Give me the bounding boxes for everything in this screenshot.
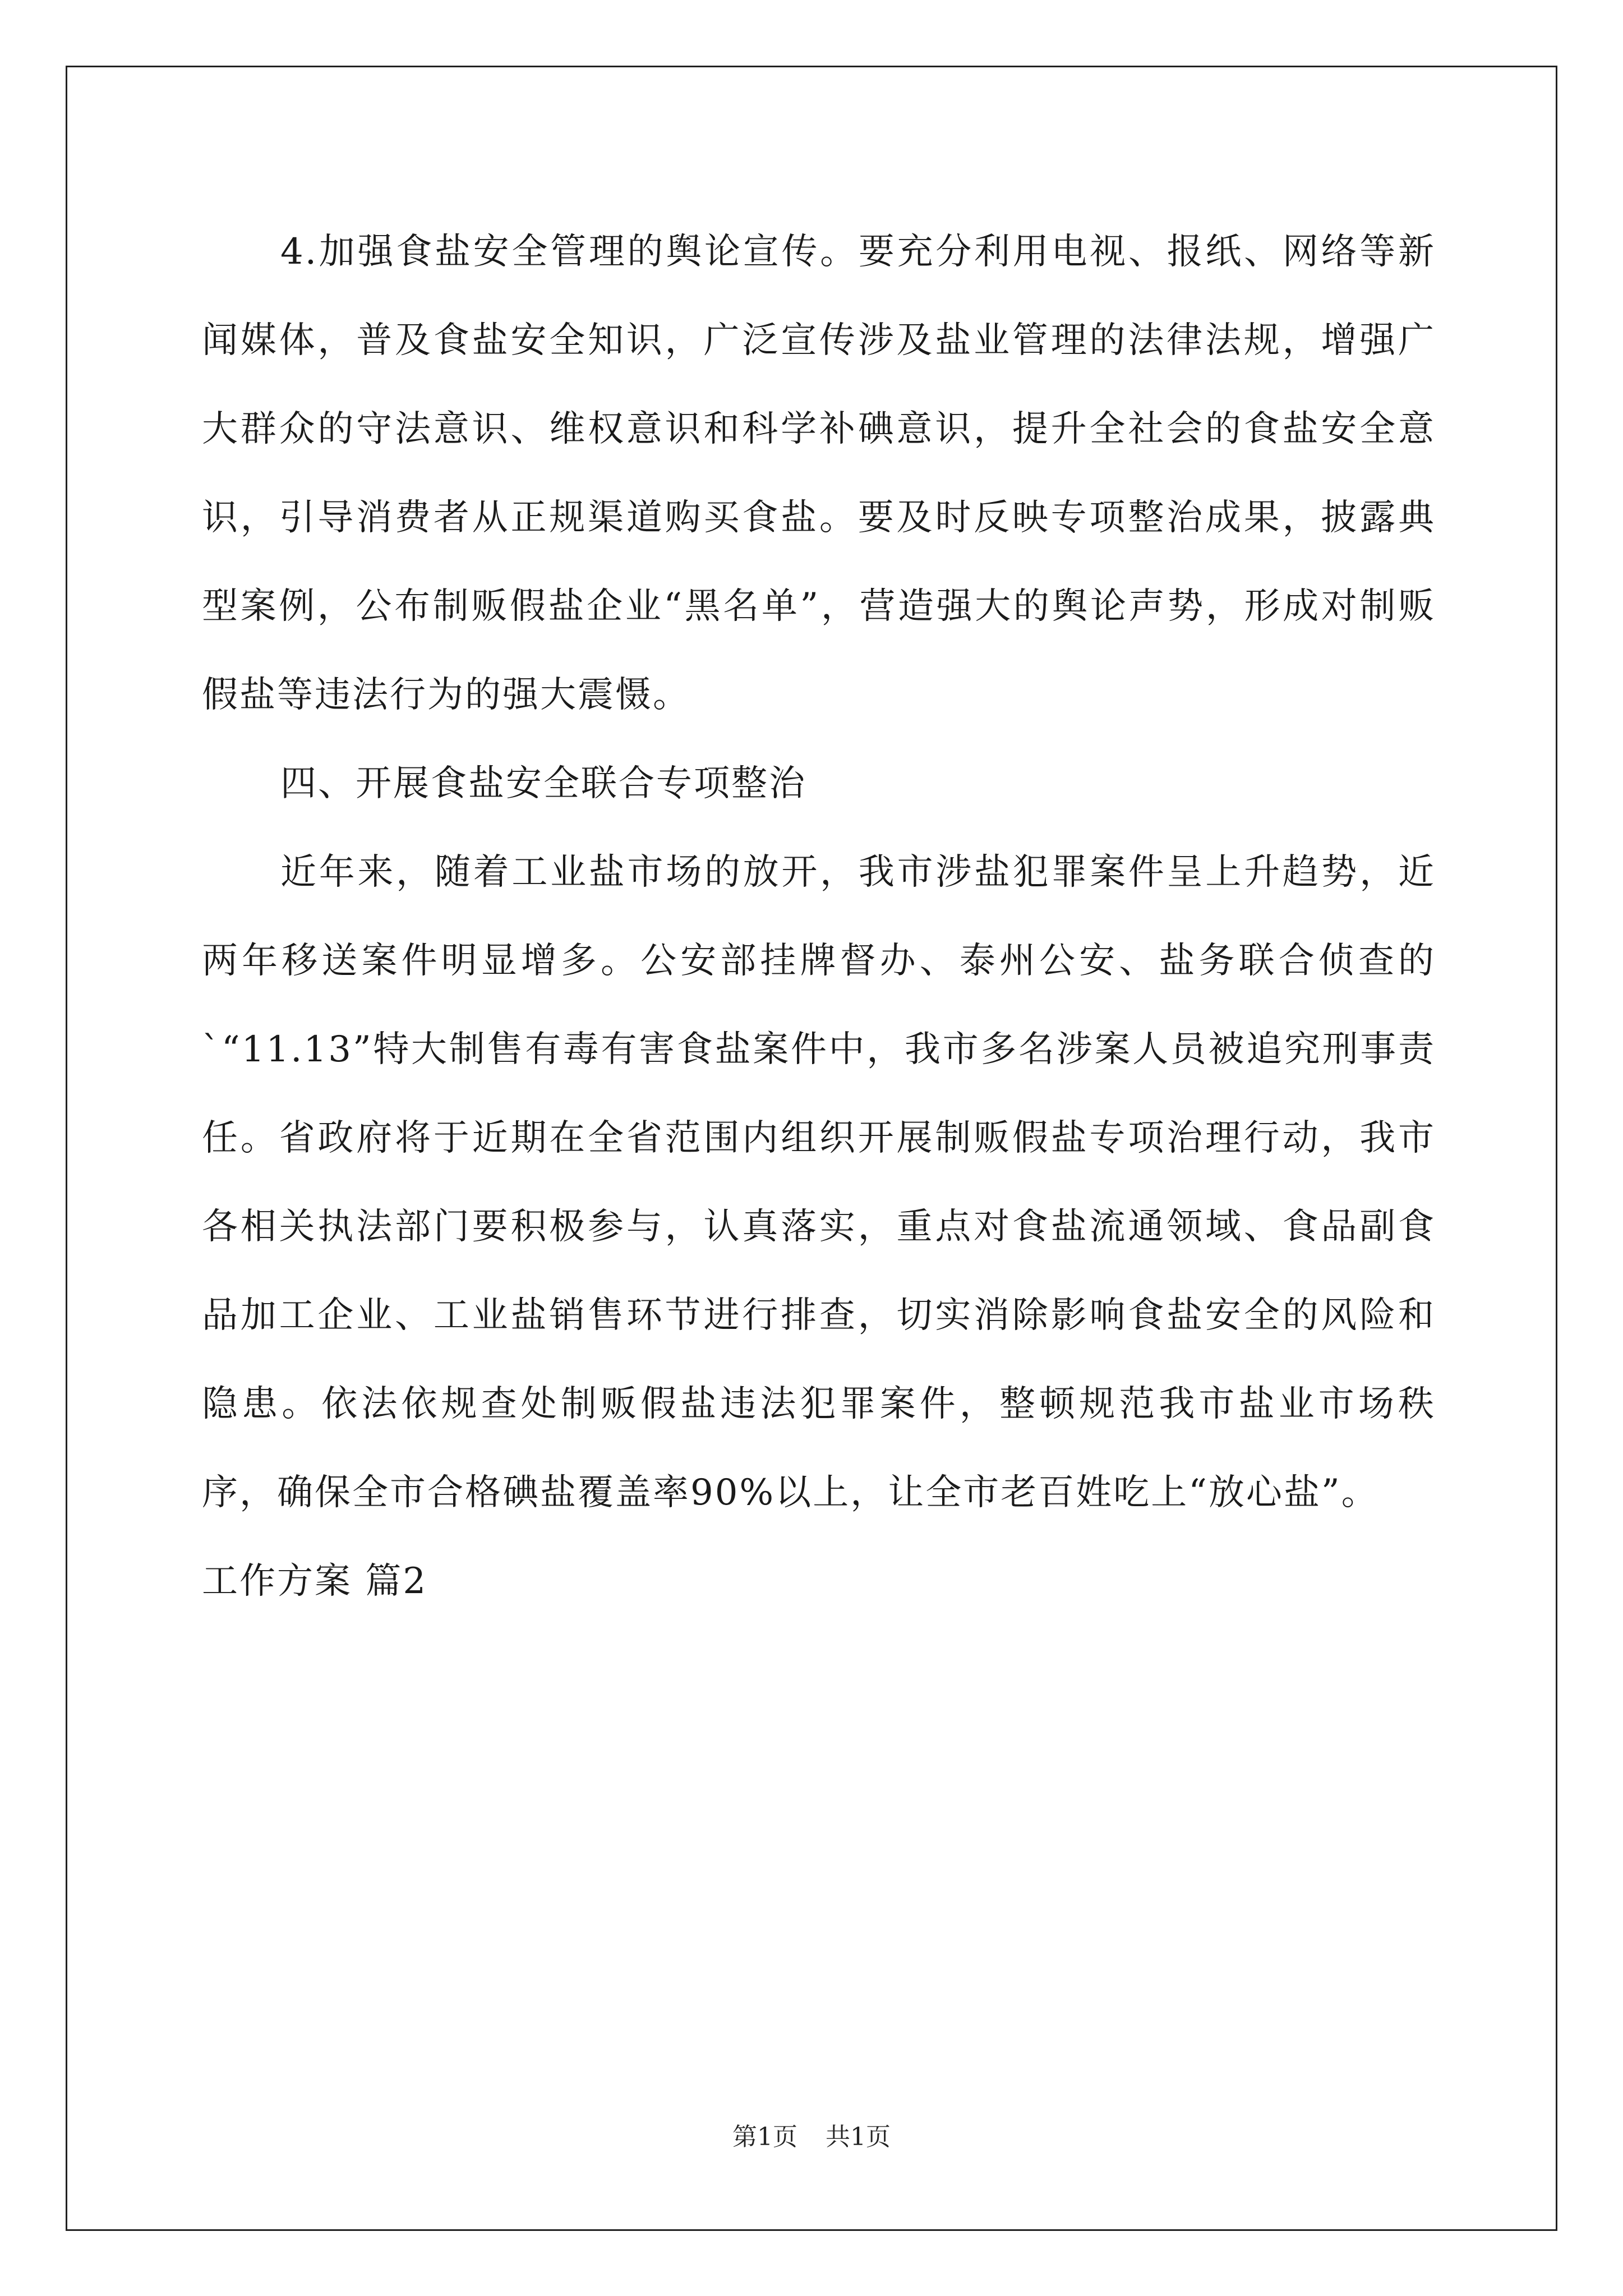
section-title-plan-2: 工作方案 篇2 (202, 1561, 428, 1602)
paragraph-rectification: 近年来，随着工业盐市场的放开，我市涉盐犯罪案件呈上升趋势，近两年移送案件明显增多。公安部挂牌督办、泰州公安、盐务联合侦查的`“11.13”特大制售有毒有害食盐案件中，我市多名涉案人员被追究刑事责任。省政府将于近期在全省范围内组织开展制贩假盐专项治理行动，我市各相关执法部门要积极参与，认真落实，重点对食盐流通领域、食品副食品加工企业、工业盐销售环节进行排查，切实消除影响食盐安全的风险和隐患。依法依规查处制贩假盐违法犯罪案件，整顿规范我市盐业市场秩序，确保全市合格碘盐覆盖率90%以上，让全市老百姓吃上“放心盐”。 (202, 852, 1436, 1513)
page-footer (0, 2116, 1623, 2152)
document-body (202, 208, 1436, 1626)
paragraph-public-opinion: 4.加强食盐安全管理的舆论宣传。要充分利用电视、报纸、网络等新闻媒体，普及食盐安全知识，广泛宣传涉及盐业管理的法律法规，增强广大群众的守法意识、维权意识和科学补碘意识，提升全社会的食盐安全意识，引导消费者从正规渠道购买食盐。要及时反映专项整治成果，披露典型案例，公布制贩假盐企业“黑名单”，营造强大的舆论声势，形成对制贩假盐等违法行为的强大震慑。 (202, 231, 1436, 716)
page-number: 第1页 (732, 2123, 797, 2151)
total-pages: 共1页 (826, 2123, 891, 2151)
section-heading-joint-rectification: 四、开展食盐安全联合专项整治 (280, 763, 806, 804)
